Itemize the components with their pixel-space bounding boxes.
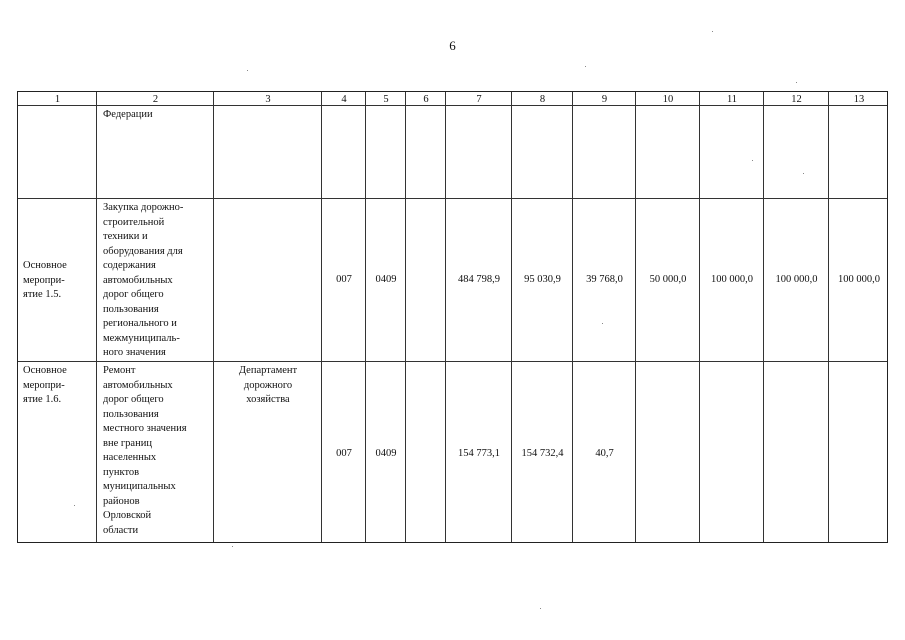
column-divider xyxy=(828,92,829,542)
column-header: 2 xyxy=(152,94,159,105)
column-divider xyxy=(445,92,446,542)
table-cell-value: 0409 xyxy=(375,274,397,285)
table-cell-value: 0409 xyxy=(375,448,397,459)
row-description-line: ного значения xyxy=(103,347,166,358)
column-header: 6 xyxy=(423,94,429,105)
row-description-line: дорог общего xyxy=(103,394,164,405)
column-header: 3 xyxy=(265,94,271,105)
column-divider xyxy=(763,92,764,542)
column-header: 7 xyxy=(476,94,482,105)
row-description-line: Орловской xyxy=(103,510,152,521)
row-divider xyxy=(18,198,887,199)
row-description-line: содержания xyxy=(103,260,156,271)
row-description-line: местного значения xyxy=(103,423,187,434)
column-header: 12 xyxy=(791,94,802,105)
row-description-line: автомобильных xyxy=(103,379,173,391)
column-header: 8 xyxy=(539,94,546,105)
row-description-line: Федерации xyxy=(103,109,153,120)
table-cell-value: 007 xyxy=(336,274,352,285)
row-description-line: вне границ xyxy=(103,437,152,449)
row-title-line: меропри- xyxy=(23,379,65,391)
row-description-line: населенных xyxy=(103,452,157,463)
row-title-line: Основное xyxy=(23,365,67,376)
row-description-line: регионального и xyxy=(103,318,177,329)
column-divider xyxy=(365,92,366,542)
responsible-line: Департамент xyxy=(238,365,298,376)
column-divider xyxy=(699,92,700,542)
column-header: 4 xyxy=(341,94,347,105)
row-description-line: районов xyxy=(103,495,140,507)
column-divider xyxy=(405,92,406,542)
row-description-line: строительной xyxy=(103,216,165,228)
row-description-line: автомобильных xyxy=(103,274,173,286)
column-divider xyxy=(96,92,97,542)
table-cell-value: 154 773,1 xyxy=(458,448,500,459)
row-description-line: пользования xyxy=(103,408,159,420)
row-description-line: межмуниципаль- xyxy=(103,332,180,344)
row-description-line: области xyxy=(103,524,139,536)
table-cell-value: 100 000,0 xyxy=(711,274,753,285)
table-cell-value: 95 030,9 xyxy=(524,274,561,285)
row-description-line: техники и xyxy=(103,231,148,242)
row-description-line: оборудования для xyxy=(103,245,183,257)
data-table xyxy=(17,91,888,543)
row-description-line: Ремонт xyxy=(103,365,136,376)
row-description-line: пунктов xyxy=(103,466,140,478)
column-header: 13 xyxy=(853,94,865,105)
table-cell-value: 100 000,0 xyxy=(775,274,818,285)
table-cell-value: 40,7 xyxy=(595,448,614,459)
column-divider xyxy=(321,92,322,542)
column-header: 9 xyxy=(601,94,608,105)
row-description-line: муниципальных xyxy=(103,481,176,492)
table-cell-value: 100 000,0 xyxy=(838,274,880,285)
responsible-line: дорожного xyxy=(243,379,293,391)
responsible-line: хозяйства xyxy=(246,394,290,405)
row-title-line: меропри- xyxy=(23,274,65,286)
table-cell-value: 50 000,0 xyxy=(649,274,687,285)
table-cell-value: 154 732,4 xyxy=(521,448,564,459)
row-divider xyxy=(18,361,887,362)
page-number: 6 xyxy=(449,38,456,53)
row-title-line: Основное xyxy=(23,260,67,271)
row-title-line: ятие 1.6. xyxy=(23,394,62,405)
table-cell-value: 007 xyxy=(336,448,352,459)
column-divider xyxy=(511,92,512,542)
row-title-line: ятие 1.5. xyxy=(23,289,62,300)
row-description-line: пользования xyxy=(103,303,159,315)
row-description-line: дорог общего xyxy=(103,289,164,300)
column-divider xyxy=(572,92,573,542)
column-divider xyxy=(635,92,636,542)
row-divider xyxy=(18,105,887,106)
column-header: 5 xyxy=(383,94,389,105)
column-header: 10 xyxy=(662,94,674,105)
row-description-line: Закупка дорожно- xyxy=(103,202,184,213)
column-header: 1 xyxy=(54,94,61,105)
table-cell-value: 484 798,9 xyxy=(458,274,500,285)
column-header: 11 xyxy=(726,94,738,105)
table-cell-value: 39 768,0 xyxy=(586,274,623,285)
